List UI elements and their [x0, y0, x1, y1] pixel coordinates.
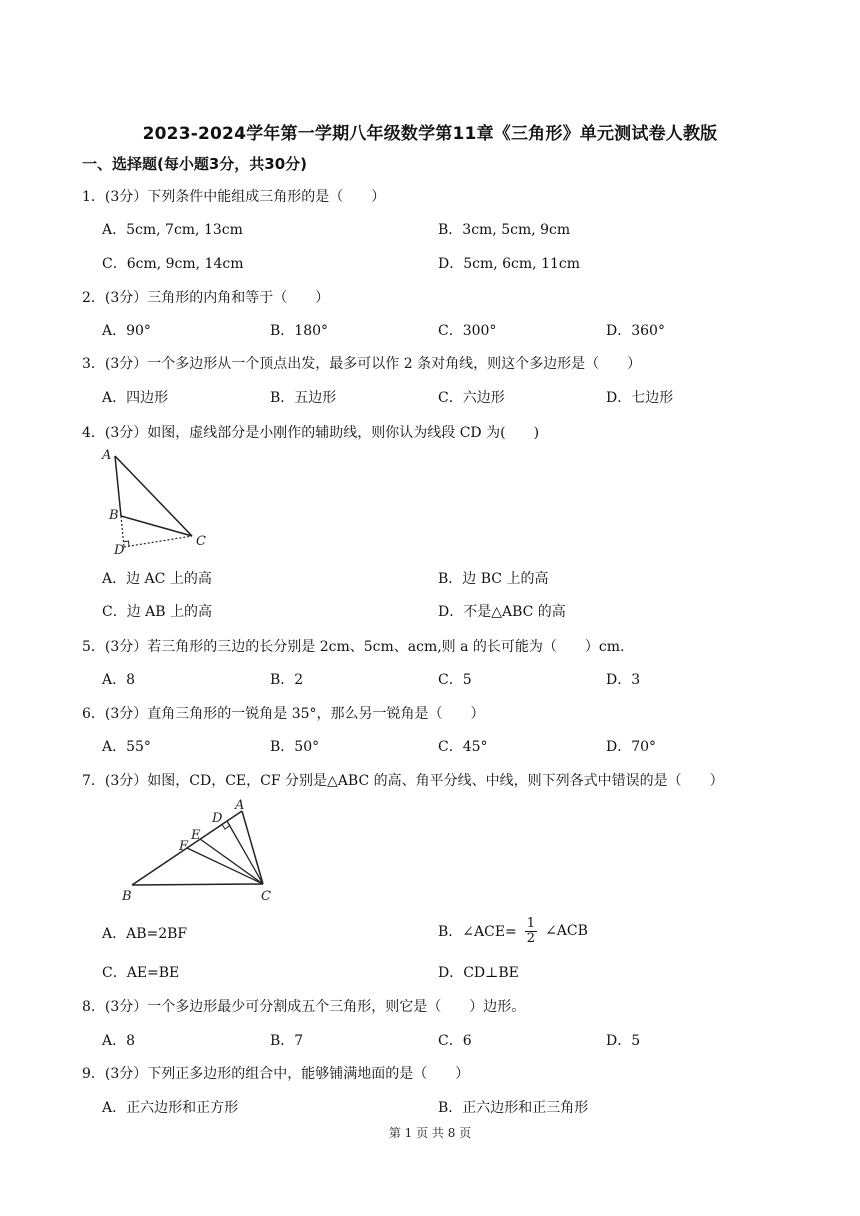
q1-option-c: C．6cm, 9cm, 14cm [102, 256, 244, 272]
q6-option-a: A．55° [102, 739, 151, 755]
q9-option-a: A．正六边形和正方形 [102, 1100, 239, 1116]
q2-option-d: D．360° [606, 323, 665, 339]
q5-option-c: C．5 [438, 672, 472, 688]
fig7-label-e: E [191, 828, 201, 843]
q6-option-c: C．45° [438, 739, 488, 755]
q7-option-b-prefix: B．∠ACE= [438, 924, 517, 940]
fig4-label-c: C [196, 534, 206, 549]
q5-option-a: A．8 [102, 672, 136, 688]
fig7-label-a: A [235, 798, 245, 813]
q7-option-c: C．AE=BE [102, 965, 180, 981]
q7-option-b [438, 913, 588, 949]
section-heading: 一、选择题(每小题3分，共30分) [82, 155, 308, 173]
fig4-dashed-dc [124, 536, 192, 547]
q5-option-d: D．3 [606, 672, 641, 688]
q1-option-b: B．3cm, 5cm, 9cm [438, 222, 571, 238]
question-9-stem: 9．(3分）下列正多边形的组合中，能够铺满地面的是（ ） [82, 1066, 470, 1082]
fig4-label-a: A [102, 448, 112, 463]
q7-fraction [525, 917, 537, 946]
fig7-segment-ac [242, 811, 263, 884]
q2-option-c: C．300° [438, 323, 497, 339]
fig7-label-b: B [122, 889, 132, 904]
fig7-segment-bc [132, 884, 263, 885]
q1-option-d: D．5cm, 6cm, 11cm [438, 256, 581, 272]
q3-option-d: D．七边形 [606, 390, 674, 406]
fig7-segment-ce [200, 839, 263, 884]
fig4-label-b: B [109, 508, 119, 523]
question-2-stem: 2．(3分）三角形的内角和等于（ ） [82, 290, 330, 306]
figure-7-triangle [118, 796, 283, 906]
q2-option-a: A．90° [102, 323, 151, 339]
q7-option-d: D．CD⊥BE [438, 965, 519, 981]
q7-option-b-suffix: ∠ACB [545, 923, 588, 939]
question-1-stem: 1．(3分）下列条件中能组成三角形的是（ ） [82, 189, 386, 205]
q5-option-b: B．2 [270, 672, 304, 688]
fig7-label-d: D [212, 811, 223, 826]
q8-option-b: B．7 [270, 1033, 304, 1049]
q3-option-b: B．五边形 [270, 390, 337, 406]
q1-option-a: A．5cm, 7cm, 13cm [102, 222, 243, 238]
q8-option-c: C．6 [438, 1033, 472, 1049]
q7-option-a: A．AB=2BF [102, 926, 188, 942]
question-7-stem: 7．(3分）如图，CD，CE，CF 分别是△ABC 的高、角平分线、中线，则下列各式中错误的是（ ） [82, 773, 724, 789]
q4-option-b: B．边 BC 上的高 [438, 571, 549, 587]
fig4-segment-ab [115, 456, 121, 516]
fig7-segment-cf [187, 848, 263, 884]
q9-option-b: B．正六边形和正三角形 [438, 1100, 589, 1116]
q3-option-a: A．四边形 [102, 390, 169, 406]
q3-option-c: C．六边形 [438, 390, 505, 406]
q8-option-a: A．8 [102, 1033, 136, 1049]
fig4-segment-ac [115, 456, 192, 536]
question-3-stem: 3．(3分）一个多边形从一个顶点出发，最多可以作 2 条对角线，则这个多边形是（ ） [82, 356, 642, 372]
question-8-stem: 8．(3分）一个多边形最少可分割成五个三角形，则它是（ ）边形。 [82, 999, 526, 1015]
figure-4-triangle [100, 444, 215, 559]
q4-option-c: C．边 AB 上的高 [102, 604, 213, 620]
question-6-stem: 6．(3分）直角三角形的一锐角是 35°，那么另一锐角是（ ） [82, 706, 485, 722]
q7-fraction-numerator: 1 [526, 915, 536, 931]
q6-option-b: B．50° [270, 739, 320, 755]
q8-option-d: D．5 [606, 1033, 641, 1049]
q2-option-b: B．180° [270, 323, 329, 339]
q6-option-d: D．70° [606, 739, 657, 755]
question-5-stem: 5．(3分）若三角形的三边的长分别是 2cm、5cm、acm,则 a 的长可能为（ ）cm. [82, 639, 625, 655]
document-title: 2023-2024学年第一学期八年级数学第11章《三角形》单元测试卷人教版 [142, 124, 718, 144]
q4-option-d: D．不是△ABC 的高 [438, 604, 566, 620]
question-4-stem: 4．(3分）如图，虚线部分是小刚作的辅助线，则你认为线段 CD 为( ) [82, 425, 540, 441]
q7-fraction-denominator: 2 [526, 930, 536, 946]
page-footer: 第 1 页 共 8 页 [388, 1126, 472, 1140]
fig4-label-d: D [114, 543, 125, 558]
fig7-label-f: F [179, 839, 189, 854]
fig7-label-c: C [261, 889, 271, 904]
fig7-segment-cd [227, 821, 263, 884]
q4-option-a: A．边 AC 上的高 [102, 571, 212, 587]
